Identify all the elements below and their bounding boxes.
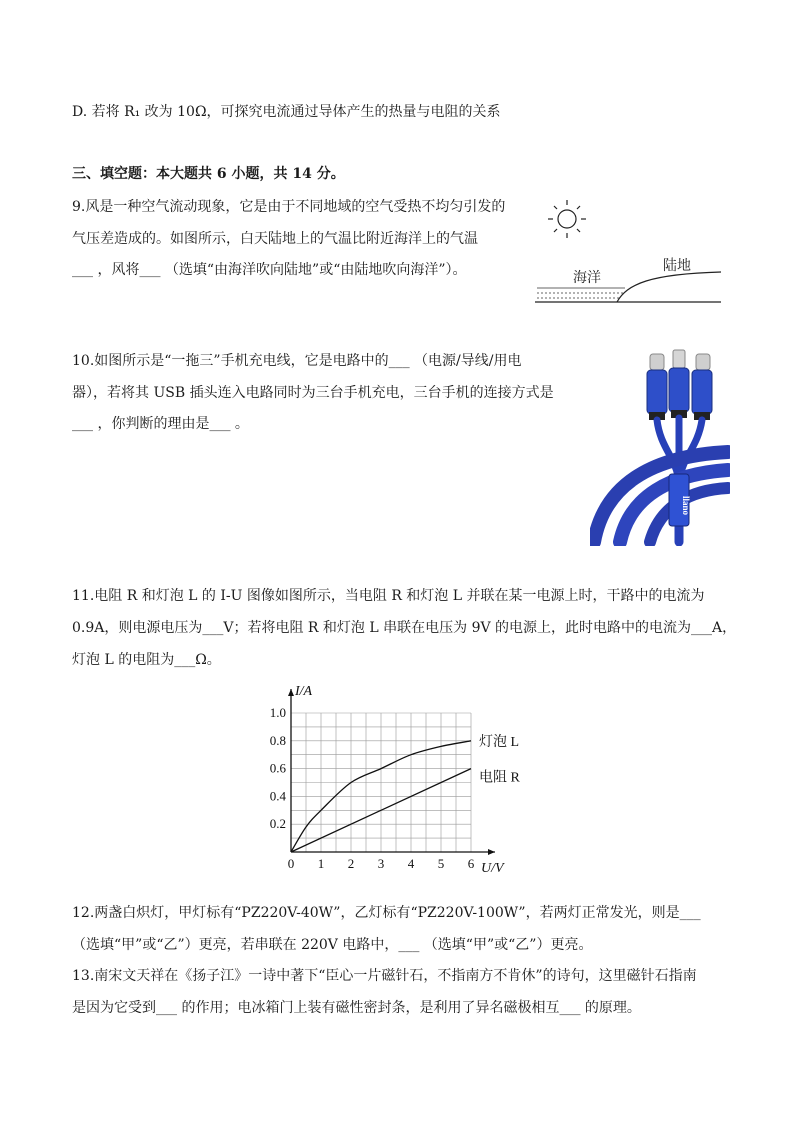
land-slope	[617, 272, 721, 302]
x-tick-label: 0	[287, 856, 295, 871]
x-tick-label: 2	[347, 856, 355, 871]
q11-line-3: 灯泡 L 的电阻为___Ω。	[72, 652, 221, 668]
q13-line-2: 是因为它受到___ 的作用；电冰箱门上装有磁性密封条，是利用了异名磁极相互___ 的原理。	[72, 1000, 641, 1016]
y-tick-label: 1.0	[269, 705, 286, 720]
series-label-lamp: 灯泡 L	[479, 734, 520, 750]
x-axis-arrow	[488, 849, 495, 855]
braided-cable	[594, 418, 728, 542]
y-axis-arrow	[288, 689, 294, 696]
q12-line-1: 12.两盏白炽灯，甲灯标有“PZ220V-40W”，乙灯标有“PZ220V-100W”，若两灯正常发光，则是___	[72, 905, 701, 921]
charging-cable-image	[590, 346, 730, 546]
option-d: D. 若将 R₁ 改为 10Ω，可探究电流通过导体产生的热量与电阻的关系	[72, 104, 501, 120]
sea-label: 海洋	[573, 271, 601, 286]
sea-land-figure	[525, 192, 725, 308]
y-tick-label: 0.8	[269, 732, 286, 748]
section-heading: 三、填空题：本大题共 6 小题，共 14 分。	[72, 166, 345, 182]
q10-line-3: ___ ，你判断的理由是___ 。	[72, 416, 249, 432]
q12-line-2: （选填“甲”或“乙”）更亮，若串联在 220V 电路中，___ （选填“甲”或“乙”）更亮。	[72, 937, 593, 953]
connector-plugs	[647, 350, 712, 420]
sun-icon	[548, 200, 586, 238]
sea-water	[537, 288, 625, 298]
q9-line-2: 气压差造成的。如图所示，白天陆地上的气温比附近海洋上的气温	[72, 231, 478, 247]
y-tick-label: 0.2	[269, 816, 286, 832]
y-axis-label: I/A	[295, 684, 313, 699]
q13-line-1: 13.南宋文天祥在《扬子江》一诗中著下“臣心一片磁针石，不指南方不肯休”的诗句，这里磁针石指南	[72, 968, 697, 984]
x-tick-label: 1	[317, 856, 325, 871]
series-label-resistor: 电阻 R	[479, 770, 520, 786]
y-tick-label: 0.4	[269, 788, 286, 804]
x-axis-label: U/V	[481, 861, 504, 876]
y-tick-label: 0.6	[269, 760, 286, 776]
x-tick-label: 6	[467, 856, 475, 871]
x-tick-label: 4	[407, 856, 415, 871]
q10-line-1: 10.如图所示是“一拖三”手机充电线，它是电路中的___ （电源/导线/用电	[72, 353, 522, 369]
land-label: 陆地	[663, 259, 691, 274]
iu-chart	[258, 670, 538, 880]
x-tick-label: 3	[377, 856, 385, 871]
x-tick-label: 5	[437, 856, 445, 871]
q10-line-2: 器），若将其 USB 插头连入电路同时为三台手机充电，三台手机的连接方式是	[72, 385, 554, 401]
brand-label: llano	[681, 496, 691, 516]
q9-line-3: ___ ，风将___ （选填“由海洋吹向陆地”或“由陆地吹向海洋”）。	[72, 262, 467, 278]
q11-line-1: 11.电阻 R 和灯泡 L 的 I-U 图像如图所示，当电阻 R 和灯泡 L 并联在某一电源上时，干路中的电流为	[72, 588, 705, 604]
q9-line-1: 9.风是一种空气流动现象，它是由于不同地域的空气受热不均匀引发的	[72, 199, 506, 215]
q11-line-2: 0.9A，则电源电压为___V；若将电阻 R 和灯泡 L 串联在电压为 9V 的电源上，此时电路中的电流为___A，	[72, 620, 737, 636]
